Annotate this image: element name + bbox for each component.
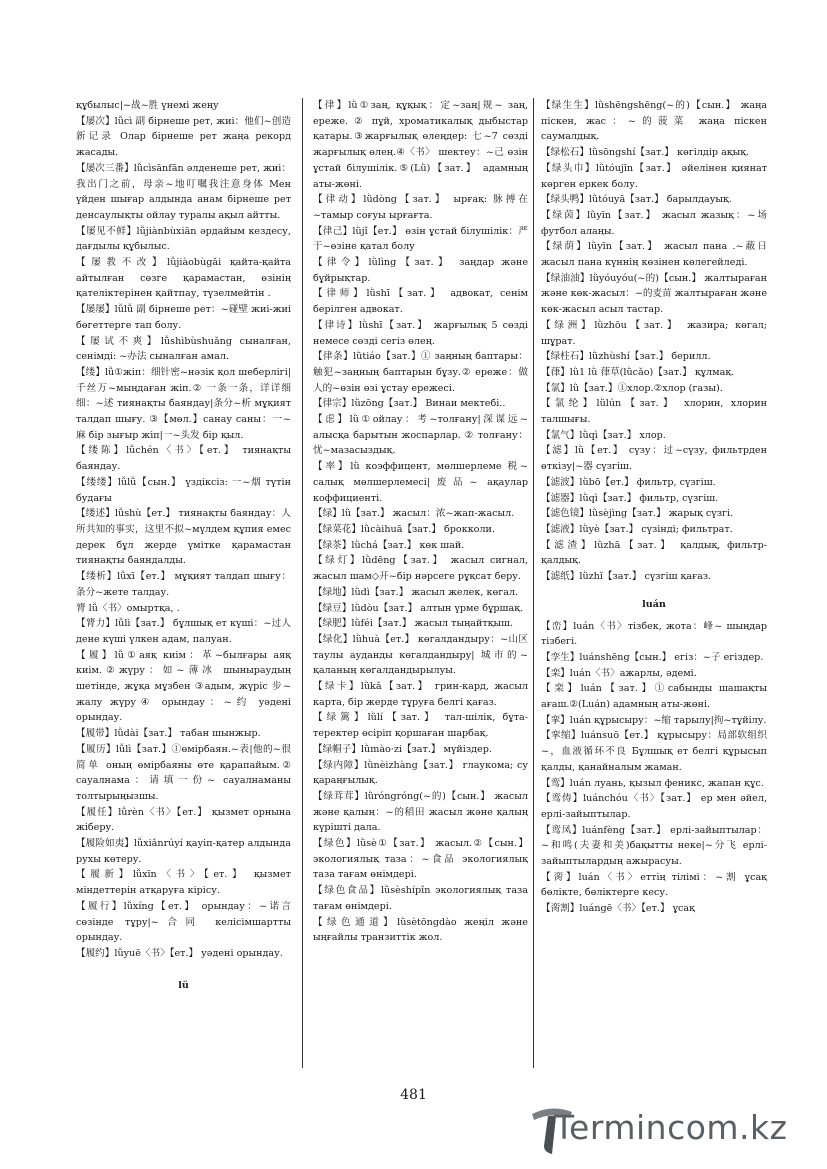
column-divider: [533, 98, 534, 1068]
dictionary-entry: 【绿内障】lǜnèizhàng【зат.】 глаукома; су қараңғылық.: [313, 759, 528, 787]
dictionary-entry: 膂 lǚ〈书〉омыртқа, .: [76, 602, 180, 614]
logo-text: Termincom.kz: [554, 1108, 788, 1147]
dictionary-entry: 【律】lǜ①заң, құқық：定~заң|规~ заң, ереже. ② пұй, хроматикалық дыбыстар қатары.③жарғылық өлеңдер: 七~7 сөзді жарғылық өлең.④〈书〉 шектеу：~己 өзін ұстай білушілік.⑤(Lǜ)【зат.】 адамның аты-жөні.: [313, 100, 528, 190]
dictionary-entry: 【绿茵】lǜyīn【зат.】 жасыл жазық：~场 футбол алаңы.: [541, 209, 767, 237]
dictionary-entry: 【律动】lǜdòng【зат.】 ырғақ: 脉搏在~тамыр соғуы ырғағта.: [313, 194, 528, 221]
dictionary-entry: 【虑】lǜ①ойлау：考~толғану|深谋远~ алысқа барытын жоспарлар. ② толғану：忧~мазасыздық.: [313, 414, 528, 457]
dictionary-entry: 【绿色食品】lǜsèshípǐn экологиялық таза тағам өнімдері.: [313, 885, 528, 912]
dictionary-entry: 【绿化】lǜhuà【ет.】 көгалдандыру：~山区 таулы ауданды көгалдандыру| 城市的~ қаланың көгалдандырылуы.: [313, 633, 528, 677]
dictionary-entry: 【履】lǚ①аяқ киім：革~былғары аяқ киім.②жүру：如~薄冰 шыныраудың шетінде, жұқа мұзбен ③адым, жүріс 步~ жалу жүру④ орындау：~约 уәдені орындау.: [76, 649, 291, 724]
dictionary-entry: 【缕缕】lǚlǚ【сын.】 үздіксіз: 一~烟 түтін будағы: [76, 476, 291, 504]
dictionary-entry: 【绿地】lǜdì【зат.】 жасыл желек, көгал.: [313, 586, 519, 598]
dictionary-entry: 【绿茸茸】lǜróngróng(~的)【сын.】 жасыл және қалың：~的稻田 жасыл және қалың күріштi дала.: [313, 790, 528, 834]
dictionary-entry: 【履险如夷】lǚxiǎnrúyí қауіп-қатер алдында рухы көтеру.: [76, 838, 291, 865]
dictionary-entry: 【氯】lǜ【зат.】①хлор.②хлор (газы).: [541, 382, 723, 394]
dictionary-entry: 【绿豆】lǜdòu【зат.】 алтын үрме бұршақ.: [313, 602, 524, 614]
dictionary-column-left: [76, 98, 291, 999]
dictionary-entry: 【缕】lǚ①жіп：细针密~нәзік қол шеберлігі|千丝万~мыңдаған жіп.② 一条一条，详详细细：~述 тиянақты баяндау|条分~析 мұқият талдап шығу. ③【мөл.】санау саны：一~麻 бір зығыр жіп|一~头发 бір қыл.: [76, 366, 291, 441]
page-number: 481: [400, 1087, 427, 1103]
dictionary-entry: 【峦】luán〈书〉тізбек, жота：峰~ шыңдар тізбегі.: [541, 620, 767, 648]
dictionary-entry: 【缕陈】lǚchén〈书〉【ет.】 тиянақты баяндау.: [76, 445, 291, 473]
dictionary-entry: 【率】lǜ коэффицент, мөлшерлеме 税~ салық мөлшерлемесі|废品~ ақаулар коффициенті.: [313, 461, 528, 504]
dictionary-entry: 【律师】lǜshī【зат.】 адвокат, сенім берілген адвокат.: [313, 288, 528, 316]
dictionary-entry: 【履行】lǚxíng【ет.】 орындау：~诺言 сөзінде тұру|~合同 келісімшартты орындау.: [76, 900, 291, 944]
dictionary-entry: 【绿篱】lǜlí【зат.】 тал-шілік, бұта-теректер өсіріп қоршаған шарбақ.: [313, 712, 528, 740]
dictionary-entry: 【绿肥】lǜféi【зат.】 жасыл тыңайтқыш.: [313, 618, 514, 630]
dictionary-entry: 【履任】lǚrèn〈书〉【ет.】 қызмет орнына жіберу.: [76, 806, 291, 834]
dictionary-entry: 【绿油油】lǜyóuyóu(~的)【сын.】 жалтыраған және көк-жасыл：~的麦苗 жалтыраған және көк-жасыл асыл тастар.: [541, 272, 767, 316]
dictionary-entry: 【律条】lǜtiáo【зат.】① заңның баптары：触犯~заңның баптарын бұзу.② ереже：做人的~өзін өзі ұстау ережесі.: [313, 351, 528, 394]
dictionary-entry: 【履约】lǚyuē〈书〉【ет.】 уәдені орындау.: [76, 947, 283, 959]
dictionary-entry: 【脔】luán〈书〉еттің тілімі：~割 ұсақ бөлікте, бөліктерге кесу.: [541, 871, 767, 899]
site-logo: [530, 1100, 815, 1160]
dictionary-entry: 【屡次】lǚcì 副 бірнеше рет, жиі：他们~创造新记录 Олар бірнеше рет жаңа рекорд жасады.: [76, 115, 291, 159]
dictionary-entry: 【挛缩】luánsuō【ет.】 құрысыру：局部软组织~，血液循环不良 Бұлшық ет белгі құрысып қалды, қанайналым жаман.: [541, 730, 767, 773]
dictionary-entry: 【鸾】luán луань, қызыл феникс, жапан құс.: [541, 777, 764, 789]
dictionary-entry: 【律诗】lǜshī【зат.】 жарғылық 5 сөзді немесе сөзді сегіз өлең.: [313, 319, 528, 347]
dictionary-entry: 【滤波】lǜbō【ет.】 фильтр, сүзгіш.: [541, 476, 716, 488]
dictionary-entry: 【缕述】lǚshù【ет.】 тиянақты баяндау：人所共知的事实，这里不拟~мүлдем құпия емес дерек бұл жерде үміткe қарамастан тиянақты баяндалды.: [76, 508, 291, 567]
dictionary-entry: 【绿松石】lǜsōngshí【зат.】 көгілдір ақық.: [541, 147, 750, 159]
dictionary-entry: 【葎】lǜ1 lǜ 葎草(lǜcǎo)【зат.】 құлмақ.: [541, 366, 735, 378]
dictionary-entry: 【律宗】lǜzōng【зат.】 Винаи мектебі..: [313, 398, 506, 410]
dictionary-entry: 【绿菜花】lǜcàihuā【зат.】 брокколи.: [313, 523, 495, 535]
dictionary-entry: 【绿茶】lǜchá【зат.】 көк шай.: [313, 539, 465, 551]
dictionary-entry: 【鸾俦】luánchóu〈书〉【зат.】 ер мен әйел, ерлі-зайыптылар.: [541, 793, 767, 820]
dictionary-entry: 【滤器】lǜqì【зат.】 фильтр, сүзгіш.: [541, 492, 719, 504]
dictionary-entry: 【绿头鸭】lǜtóuyā【зат.】 барылдауық.: [541, 194, 732, 206]
dictionary-entry: 【绿色通道】lǜsètōngdào жеңіл және ыңғайлы транзиттік жол.: [313, 916, 528, 944]
dictionary-entry: 【栾】luán〈书〉ажарлы, әдемі.: [541, 667, 697, 679]
dictionary-entry: 【绿头巾】lǜtóujīn【зат.】 әйелінен қиянат көрген еркек болу.: [541, 162, 767, 190]
dictionary-entry: 【氯气】lǜqì【зат.】 хлор.: [541, 429, 666, 441]
dictionary-column-middle: [313, 98, 528, 946]
dictionary-entry: 【滤渣】lǜzhā【зат.】 қалдық, фильтр-қалдық.: [541, 539, 767, 567]
section-heading: lü: [178, 979, 189, 991]
dictionary-entry: 【滤液】lǜyè【зат.】 сүзінді; фильтрат.: [541, 523, 733, 535]
dictionary-entry: 【氯纶】lǜlún【зат.】 хлорин, хлорин талшығы.: [541, 398, 767, 426]
dictionary-entry: 【律己】lǜjǐ【ет.】 өзін ұстай білушілік：严于~өзіне қатал болу: [313, 225, 528, 253]
dictionary-entry: 【屡教不改】lǚjiàobùgǎi қайта-қайта айтылған сөзге қарамастан, өзінің қателіктерінен қайтпау, түзелмейтін .: [76, 257, 291, 300]
dictionary-entry: 【缕析】lǚxī【ет.】 мұқият талдап шығу：条分~жете талдау.: [76, 571, 291, 598]
dictionary-entry: 【绿卡】lǜkǎ【зат.】 грин-кард, жасыл карта, бір жерде тұруға белгі қағаз.: [313, 681, 528, 708]
dictionary-entry: 【律令】lǜlìng【зат.】 заңдар және бұйрықтар.: [313, 257, 528, 284]
dictionary-entry: 【绿荫】lǜyīn【зат.】 жасыл пана .~蔽日 жасыл пана күннің көзінен көлегейледі.: [541, 241, 767, 269]
dictionary-entry: 【屡见不鲜】lǚjiànbùxiān әрдайым кездесу, дағдылы құбылыс.: [76, 225, 291, 253]
dictionary-entry: құбылыс|~战~胜 үнемі жеңу: [76, 100, 219, 111]
dictionary-entry: 【栾】luán【зат.】①сабынды шашақты ағаш.②(Luán) адамның аты-жөні.: [541, 683, 767, 711]
dictionary-entry: 【履新】lǚxīn〈书〉【ет.】 қызмет міндеттерін атқаруға кірісу.: [76, 869, 291, 897]
dictionary-entry: 【挛】luán құрысыру：~缩 тарылу|拘~тұйілу.: [541, 714, 767, 726]
dictionary-entry: 【绿生生】lǜshēngshēng(~的)【сын.】 жаңа піскен, жас：~的菠菜 жаңа піскен саумалдық.: [541, 100, 767, 143]
dictionary-entry: 【屡次三番】lǚcìsānfān әлденеше рет, жиі：我出门之前，母亲~地叮嘱我注意身体 Мен үйден шығар алдында анам бірнеше рет денсаулықты ойлау туралы ақыл айтты.: [76, 162, 291, 221]
dictionary-entry: 【屡试不爽】lǚshìbùshuǎng сыналған, сенімді: ~办法 сыналған амал.: [76, 335, 291, 363]
dictionary-entry: 【绿帽子】lǜmào·zi【зат.】 мүйіздер.: [313, 743, 492, 755]
dictionary-entry: 【绿灯】lǜdēng【зат.】 жасыл сигнал, жасыл шам◇开~бір нәрсеге рұқсат беру.: [313, 555, 528, 583]
dictionary-entry: 【鸾凤】luánfèng【зат.】 ерлі-зайыптылар：~和鸣(夫妻和美)бақытты неке|~分飞 ерлі-зайыптылардың ажырасуы.: [541, 824, 767, 868]
dictionary-entry: 【滤纸】lǜzhǐ【зат.】 сүзгіш қағаз.: [541, 571, 712, 583]
dictionary-entry: 【履带】lǚdài【зат.】 табан шынжыр.: [76, 728, 261, 740]
dictionary-entry: 【绿柱石】lǜzhùshí【зат.】 берилл.: [541, 351, 711, 363]
dictionary-entry: 【膂力】lǚlì【зат.】 бұлшық ет күші：~过人 дене күші үлкен адам, палуан.: [76, 618, 291, 645]
dictionary-entry: 【绿】lǜ【зат.】 жасыл：浓~жап-жасыл.: [313, 508, 515, 520]
dictionary-entry: 【绿洲】lǜzhōu【зат.】 жазира; көгал; шұрат.: [541, 319, 767, 347]
dictionary-entry: 【孪生】luánshēng【сын.】 егіз：~子 егіздер.: [541, 651, 764, 663]
dictionary-entry: 【脔割】luángē〈书〉【ет.】 ұсақ: [541, 903, 695, 915]
section-heading: luán: [642, 598, 666, 610]
dictionary-entry: 【屡屡】lǚlǚ 副 бірнеше рет：~碰壁 жиі-жиі бөгеттерге тап болу.: [76, 304, 291, 331]
column-divider: [302, 98, 303, 1068]
dictionary-entry: 【履历】lǚlì【зат.】①өмірбаян.~表|他的~很简单 оның өмірбаяны өте қарапайым.② сауалнама：请填一份~ сауалнаманы толтырыңызшы.: [76, 743, 291, 802]
dictionary-entry: 【滤】lǜ【ет.】 сүзу：过~сүзу, фильтрден өткізу|~器 сүзгіш.: [541, 445, 767, 473]
dictionary-entry: 【滤色镜】lǜsèjìng【зат.】 жарық сүзгі.: [541, 508, 734, 520]
dictionary-entry: 【绿色】lǜsè①【зат.】 жасыл.②【сын.】 экологиялық таза：~食品 экологиялық таза тағам өнімдері.: [313, 838, 528, 881]
dictionary-column-right: [541, 98, 767, 917]
